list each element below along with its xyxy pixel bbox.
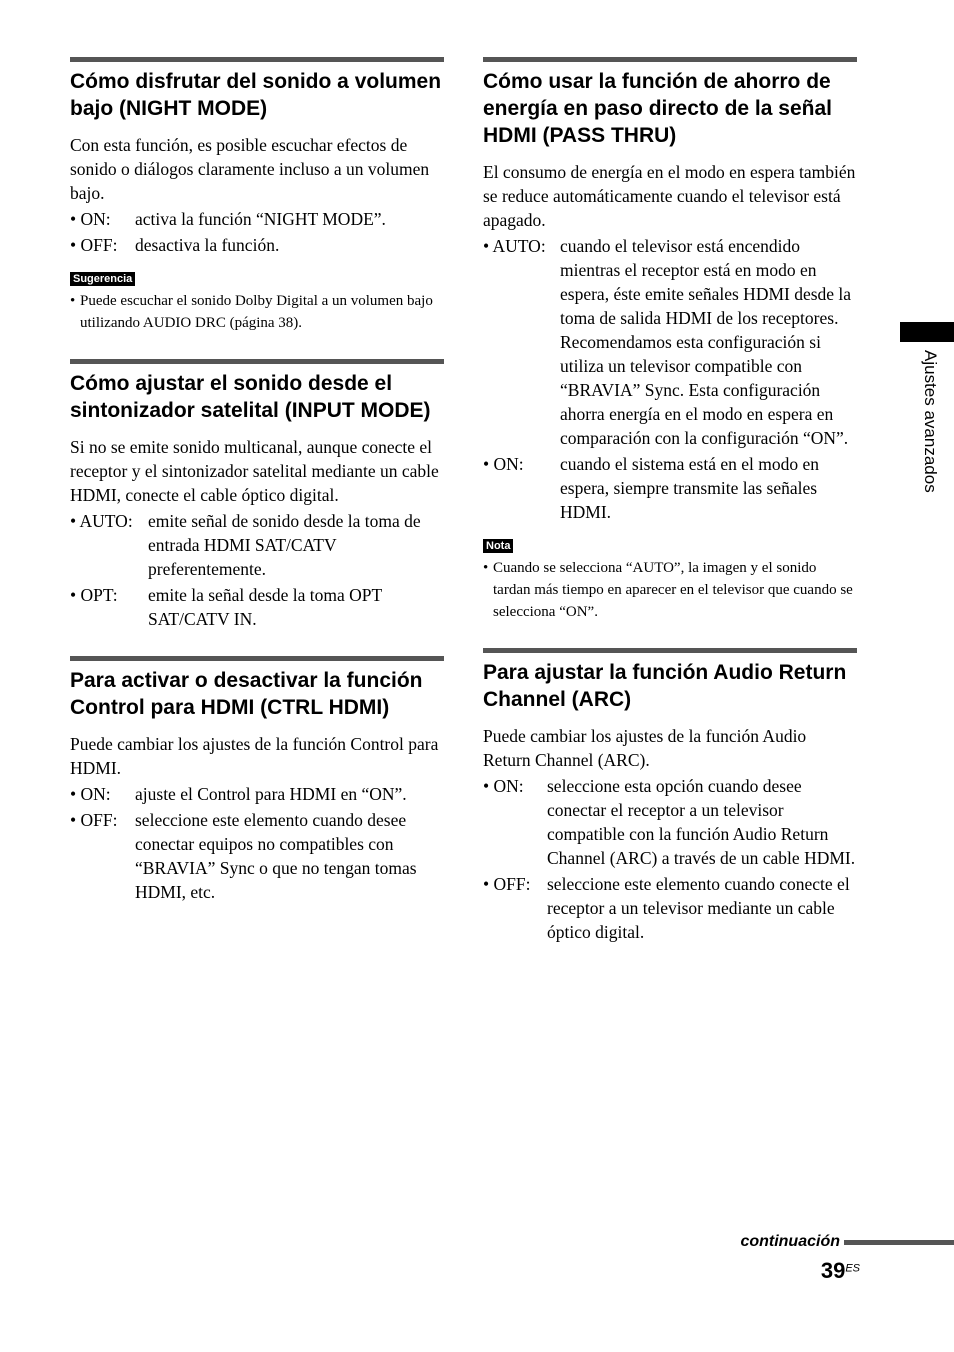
list-item bbox=[70, 583, 444, 631]
option-desc: emite señal de sonido desde la toma de entrada HDMI SAT/CATV preferentemente. bbox=[148, 511, 421, 579]
section-night-mode bbox=[70, 57, 444, 334]
side-tab-label: Ajustes avanzados bbox=[921, 350, 940, 493]
section-intro: Con esta función, es posible escuchar efectos de sonido o diálogos claramente incluso a un volumen bajo. bbox=[70, 135, 430, 203]
option-desc: ajuste el Control para HDMI en “ON”. bbox=[135, 784, 407, 804]
option-key: • OFF: bbox=[483, 874, 531, 894]
section-intro: Si no se emite sonido multicanal, aunque conecte el receptor y el sintonizador satelital mediante un cable HDMI, conecte el cable óptico digital. bbox=[70, 437, 439, 505]
list-item bbox=[70, 207, 444, 231]
section-title: Cómo ajustar el sonido desde el sintonizador satelital (INPUT MODE) bbox=[70, 372, 431, 422]
page-number-value: 39 bbox=[820, 1258, 846, 1283]
option-key: • AUTO: bbox=[70, 511, 133, 531]
tip-text: Puede escuchar el sonido Dolby Digital a un volumen bajo utilizando AUDIO DRC (página 38). bbox=[80, 293, 433, 331]
continuation-rule bbox=[844, 1240, 954, 1245]
option-key: • ON: bbox=[483, 776, 524, 796]
section-input-mode bbox=[70, 359, 444, 631]
note-text: Cuando se selecciona “AUTO”, la imagen y el sonido tardan más tiempo en aparecer en el televisor que cuando se selecciona “ON”. bbox=[493, 560, 853, 620]
section-title: Cómo usar la función de ahorro de energía en paso directo de la señal HDMI (PASS THRU) bbox=[483, 70, 832, 147]
option-desc: seleccione este elemento cuando desee conectar equipos no compatibles con “BRAVIA” Sync o que no tengan tomas HDMI, etc. bbox=[135, 810, 417, 902]
section-title: Para ajustar la función Audio Return Channel (ARC) bbox=[483, 661, 847, 711]
section-title: Cómo disfrutar del sonido a volumen bajo (NIGHT MODE) bbox=[70, 70, 442, 120]
option-desc: emite la señal desde la toma OPT SAT/CATV IN. bbox=[148, 585, 382, 629]
section-ctrl-hdmi bbox=[70, 656, 444, 904]
bullet: • bbox=[70, 293, 76, 309]
side-tab-marker bbox=[900, 322, 954, 342]
option-desc: cuando el sistema está en el modo en espera, siempre transmite las señales HDMI. bbox=[560, 454, 820, 522]
section-pass-thru bbox=[483, 57, 857, 623]
option-key: • ON: bbox=[70, 209, 111, 229]
continuation-marker bbox=[700, 1230, 954, 1254]
option-desc: seleccione esta opción cuando desee conectar el receptor a un televisor compatible con la función Audio Return Channel (ARC) a través de un cable HDMI. bbox=[547, 776, 856, 868]
option-desc: cuando el televisor está encendido mientras el receptor está en modo en espera, éste emite señales HDMI desde la toma de salida HDMI de los receptores. Recomendamos esta configuración si utiliza un televisor compatible con “BRAVIA” Sync. Esta configuración ahorra energía en el modo en espera en comparación con la configuración “ON”. bbox=[560, 236, 852, 448]
continuation-label: continuación bbox=[740, 1233, 840, 1250]
list-item bbox=[70, 509, 444, 581]
note-badge: Nota bbox=[483, 539, 513, 553]
page-number bbox=[800, 1258, 860, 1284]
list-item bbox=[70, 782, 444, 806]
option-desc: desactiva la función. bbox=[135, 235, 280, 255]
section-intro: Puede cambiar los ajustes de la función Control para HDMI. bbox=[70, 734, 439, 778]
list-item bbox=[483, 774, 857, 870]
section-arc bbox=[483, 648, 857, 944]
list-item bbox=[70, 233, 444, 257]
option-key: • OFF: bbox=[70, 810, 118, 830]
option-key: • OFF: bbox=[70, 235, 118, 255]
section-intro: Puede cambiar los ajustes de la función Audio Return Channel (ARC). bbox=[483, 726, 807, 770]
option-key: • AUTO: bbox=[483, 236, 546, 256]
list-item bbox=[70, 808, 444, 904]
list-item bbox=[483, 234, 857, 450]
option-desc: seleccione este elemento cuando conecte el receptor a un televisor mediante un cable óptico digital. bbox=[547, 874, 850, 942]
tip-note bbox=[70, 290, 444, 334]
list-item bbox=[483, 872, 857, 944]
list-item bbox=[483, 452, 857, 524]
right-column bbox=[483, 57, 857, 946]
tip-badge: Sugerencia bbox=[70, 272, 135, 286]
option-desc: activa la función “NIGHT MODE”. bbox=[135, 209, 386, 229]
page-number-suffix: ES bbox=[845, 1262, 860, 1275]
section-intro: El consumo de energía en el modo en espera también se reduce automáticamente cuando el televisor está apagado. bbox=[483, 162, 856, 230]
note bbox=[483, 557, 857, 623]
bullet: • bbox=[483, 560, 489, 576]
option-key: • ON: bbox=[70, 784, 111, 804]
option-key: • OPT: bbox=[70, 585, 118, 605]
option-key: • ON: bbox=[483, 454, 524, 474]
section-title: Para activar o desactivar la función Control para HDMI (CTRL HDMI) bbox=[70, 669, 423, 719]
left-column bbox=[70, 57, 444, 906]
